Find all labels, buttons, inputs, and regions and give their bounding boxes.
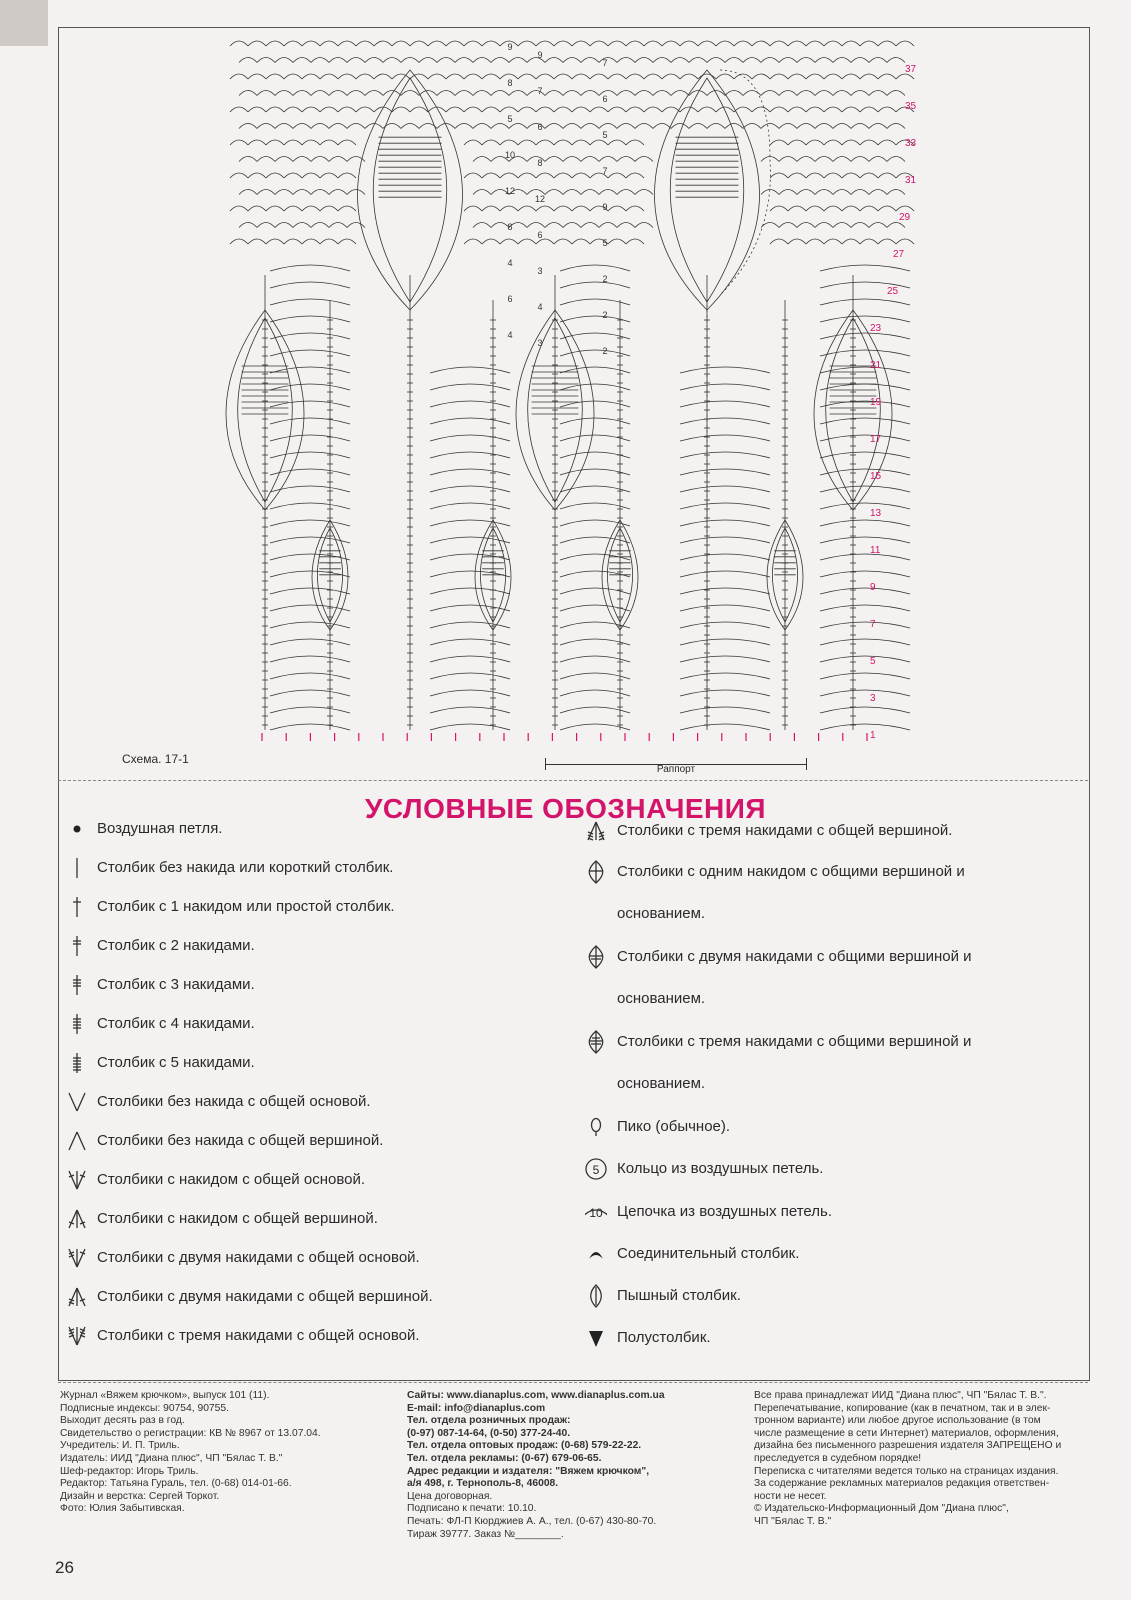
legend-badge: 10 xyxy=(589,1206,603,1220)
chart-inner-number: 6 xyxy=(602,94,608,104)
legend-item-label: Столбики с двумя накидами с общей основой. xyxy=(97,1249,420,1266)
chart-row-number: 25 xyxy=(887,286,899,297)
legend-item-label: Пико (обычное). xyxy=(617,1118,731,1135)
chart-row-number: 23 xyxy=(870,323,882,334)
chart-inner-number: 5 xyxy=(602,238,608,248)
footer-line: Редактор: Татьяна Гураль, тел. (0-68) 014-01-66. xyxy=(60,1478,292,1490)
legend-item-label: Столбики с тремя накидами с общей основой. xyxy=(97,1327,420,1344)
chart-inner-number: 7 xyxy=(602,166,608,176)
footer-line: Все права принадлежат ИИД "Диана плюс", ЧП "Бялас Т. В.". xyxy=(754,1390,1047,1401)
legend-item-label: Воздушная петля. xyxy=(97,820,223,837)
footer-line: E-mail: info@dianaplus.com xyxy=(407,1402,546,1414)
half-double-icon xyxy=(585,1325,607,1351)
footer-line: Подписные индексы: 90754, 90755. xyxy=(60,1402,229,1414)
legend-item-label: Столбики с накидом с общей вершиной. xyxy=(97,1210,378,1227)
rapport-label: Раппорт xyxy=(656,764,696,775)
chart-row-number: 7 xyxy=(870,619,876,630)
legend-item-label: Столбик с 1 накидом или простой столбик. xyxy=(97,898,395,915)
footer-line: За содержание рекламных материалов редакция ответствен- xyxy=(754,1478,1050,1490)
legend-item-label: Столбики с накидом с общей основой. xyxy=(97,1171,366,1188)
chart-inner-number: 12 xyxy=(504,186,516,196)
chart-inner-number: 2 xyxy=(602,274,608,284)
legend-item-label: основанием. xyxy=(617,990,706,1007)
legend-item-label: Кольцо из воздушных петель. xyxy=(617,1160,824,1177)
legend-item-label: Столбики без накида с общей основой. xyxy=(97,1093,371,1110)
chart-row-number: 5 xyxy=(870,656,876,667)
footer-line: числе размещение в сети Интернет) материалов, оформления, xyxy=(754,1427,1059,1439)
legend-item-label: Столбик с 2 накидами. xyxy=(97,937,255,954)
footer-line: Перепечатывание, копирование (как в печатном, так и в элек- xyxy=(754,1402,1051,1414)
puff-stitch-icon xyxy=(585,1283,607,1309)
chart-inner-number: 2 xyxy=(602,310,608,320)
chart-inner-number: 9 xyxy=(507,42,513,52)
chain-dot-icon xyxy=(66,816,88,842)
chart-inner-number: 6 xyxy=(537,122,543,132)
chart-inner-number: 3 xyxy=(537,338,543,348)
footer-line: Тел. отдела рекламы: (0-67) 679-06-65. xyxy=(407,1452,602,1464)
footer-line: ЧП "Бялас Т. В." xyxy=(754,1515,832,1527)
legend-item-label: Столбики с тремя накидами с общей вершиной. xyxy=(617,822,953,839)
picot-icon xyxy=(585,1114,607,1140)
dtr-decrease-icon xyxy=(585,818,607,844)
dc-decrease-icon xyxy=(66,1206,88,1232)
chart-row-number: 13 xyxy=(870,508,882,519)
dtr-increase-icon xyxy=(66,1323,88,1349)
chart-inner-number: 4 xyxy=(507,330,513,340)
footer-line: Издатель: ИИД "Диана плюс", ЧП "Бялас Т. В." xyxy=(60,1452,283,1464)
chart-inner-number: 2 xyxy=(602,346,608,356)
footer-line: дизайна без письменного разрешения издателя ЗАПРЕЩЕНО и xyxy=(754,1440,1062,1452)
chart-inner-number: 4 xyxy=(507,258,513,268)
chart-inner-number: 9 xyxy=(602,202,608,212)
footer-line: © Издательско-Информационный Дом "Диана плюс", xyxy=(754,1503,1009,1515)
chart-inner-number: 4 xyxy=(537,302,543,312)
legend-item-label: Столбики без накида с общей вершиной. xyxy=(97,1132,384,1149)
footer-line: (0-97) 087-14-64, (0-50) 377-24-40. xyxy=(407,1427,571,1439)
chart-row-number: 27 xyxy=(893,249,905,260)
divider xyxy=(58,780,1088,781)
single-crochet-icon xyxy=(66,855,88,881)
footer-line: тронном варианте) или любое другое использование (в том xyxy=(754,1415,1041,1427)
footer-line: Тел. отдела оптовых продаж: (0-68) 579-22-22. xyxy=(407,1440,642,1452)
footer-line: Тираж 39777. Заказ №________. xyxy=(407,1528,564,1540)
legend-item-label: Столбики с одним накидом с общими вершиной и xyxy=(617,863,965,880)
tr-decrease-icon xyxy=(66,1284,88,1310)
chart-inner-number: 12 xyxy=(534,194,546,204)
legend-item-label: Столбик без накида или короткий столбик. xyxy=(97,859,394,876)
chart-row-number: 37 xyxy=(905,64,917,75)
tr-cluster-icon xyxy=(585,944,607,970)
footer-line: Переписка с читателями ведется только на страницах издания. xyxy=(754,1465,1059,1477)
chart-row-number: 11 xyxy=(870,545,881,556)
footer-line: Печать: ФЛ-П Кюрджиев А. А., тел. (0-67) 430-80-70. xyxy=(407,1515,657,1527)
legend-item-label: Столбики с тремя накидами с общими вершиной и xyxy=(617,1033,972,1050)
corner-thumbnail-image xyxy=(0,0,48,46)
page-number: 26 xyxy=(55,1558,74,1577)
footer-line: Подписано к печати: 10.10. xyxy=(407,1503,537,1515)
legend-item-label: основанием. xyxy=(617,1075,706,1092)
footer-line: ности не несет. xyxy=(754,1490,827,1502)
chart-row-number: 31 xyxy=(905,175,917,186)
dc-cluster-icon xyxy=(585,859,607,885)
footer-line: а/я 498, г. Тернополь-8, 46008. xyxy=(407,1478,559,1490)
legend-item-label: Столбик с 3 накидами. xyxy=(97,976,255,993)
legend-item-label: Пышный столбик. xyxy=(617,1287,741,1304)
chart-row-number: 33 xyxy=(905,138,917,149)
chart-inner-number: 5 xyxy=(602,130,608,140)
footer-imprint xyxy=(60,1390,390,1516)
legend-title: УСЛОВНЫЕ ОБОЗНАЧЕНИЯ xyxy=(364,793,767,824)
slip-stitch-icon xyxy=(585,1241,607,1267)
footer-line: Сайты: www.dianaplus.com, www.dianaplus.com.ua xyxy=(407,1390,665,1401)
chart-inner-number: 6 xyxy=(537,230,543,240)
footer-line: Цена договорная. xyxy=(407,1490,493,1502)
footer-line: Тел. отдела розничных продаж: xyxy=(407,1415,571,1427)
tr-increase-icon xyxy=(66,1245,88,1271)
footer-line: преследуется в судебном порядке! xyxy=(754,1452,922,1464)
footer-line: Выходит десять раз в год. xyxy=(60,1415,185,1427)
legend-item-label: Столбики с двумя накидами с общими вершиной и xyxy=(617,948,972,965)
legend-item-label: Столбик с 5 накидами. xyxy=(97,1054,255,1071)
chart-inner-number: 7 xyxy=(537,86,543,96)
footer-contacts xyxy=(407,1390,737,1541)
treble-4-icon xyxy=(66,1011,88,1037)
scheme-label: Схема. 17-1 xyxy=(122,752,189,766)
chart-inner-number: 8 xyxy=(537,158,543,168)
chart-row-number: 3 xyxy=(870,693,876,704)
dc-increase-icon xyxy=(66,1167,88,1193)
sc-increase-icon xyxy=(66,1089,88,1115)
footer-line: Шеф-редактор: Игорь Триль. xyxy=(60,1465,199,1477)
chart-row-number: 35 xyxy=(905,101,917,112)
legend-item-label: основанием. xyxy=(617,905,706,922)
chart-inner-number: 9 xyxy=(537,50,543,60)
treble-2-icon xyxy=(66,933,88,959)
chart-inner-number: 3 xyxy=(537,266,543,276)
footer-line: Фото: Юлия Забытивская. xyxy=(60,1503,185,1515)
legend-badge: 5 xyxy=(592,1163,600,1177)
chart-row-number: 1 xyxy=(870,730,876,741)
chart-inner-number: 8 xyxy=(507,222,513,232)
double-crochet-icon xyxy=(66,894,88,920)
chart-row-number: 21 xyxy=(870,360,882,371)
footer-line: Учредитель: И. П. Триль. xyxy=(60,1440,180,1452)
chart-row-number: 19 xyxy=(870,397,882,408)
crochet-chart xyxy=(210,30,930,775)
footer-line: Журнал «Вяжем крючком», выпуск 101 (11). xyxy=(60,1390,270,1401)
chart-row-number: 15 xyxy=(870,471,882,482)
footer-line: Адрес редакции и издателя: "Вяжем крючком", xyxy=(407,1465,650,1477)
chart-inner-number: 6 xyxy=(507,294,513,304)
footer-line: Свидетельство о регистрации: КВ № 8967 от 13.07.04. xyxy=(60,1427,321,1439)
chart-inner-number: 8 xyxy=(507,78,513,88)
footer-copyright xyxy=(754,1390,1089,1529)
sc-decrease-icon xyxy=(66,1128,88,1154)
legend-item-label: Столбики с двумя накидами с общей вершиной. xyxy=(97,1288,433,1305)
footer-divider xyxy=(58,1382,1088,1383)
treble-5-icon xyxy=(66,1050,88,1076)
chart-inner-number: 7 xyxy=(602,58,608,68)
legend-item-label: Цепочка из воздушных петель. xyxy=(617,1203,833,1220)
legend-item-label: Полустолбик. xyxy=(617,1329,711,1346)
chart-row-number: 29 xyxy=(899,212,911,223)
legend-item-label: Соединительный столбик. xyxy=(617,1245,800,1262)
legend-item-label: Столбик с 4 накидами. xyxy=(97,1015,255,1032)
rapport-bracket xyxy=(545,758,807,776)
chart-row-number: 9 xyxy=(870,582,876,593)
dtr-cluster-icon xyxy=(585,1029,607,1055)
chart-row-number: 17 xyxy=(870,434,882,445)
chart-inner-number: 10 xyxy=(504,150,516,160)
chart-inner-number: 5 xyxy=(507,114,513,124)
footer-line: Дизайн и верстка: Сергей Торкот. xyxy=(60,1490,220,1502)
treble-3-icon xyxy=(66,972,88,998)
